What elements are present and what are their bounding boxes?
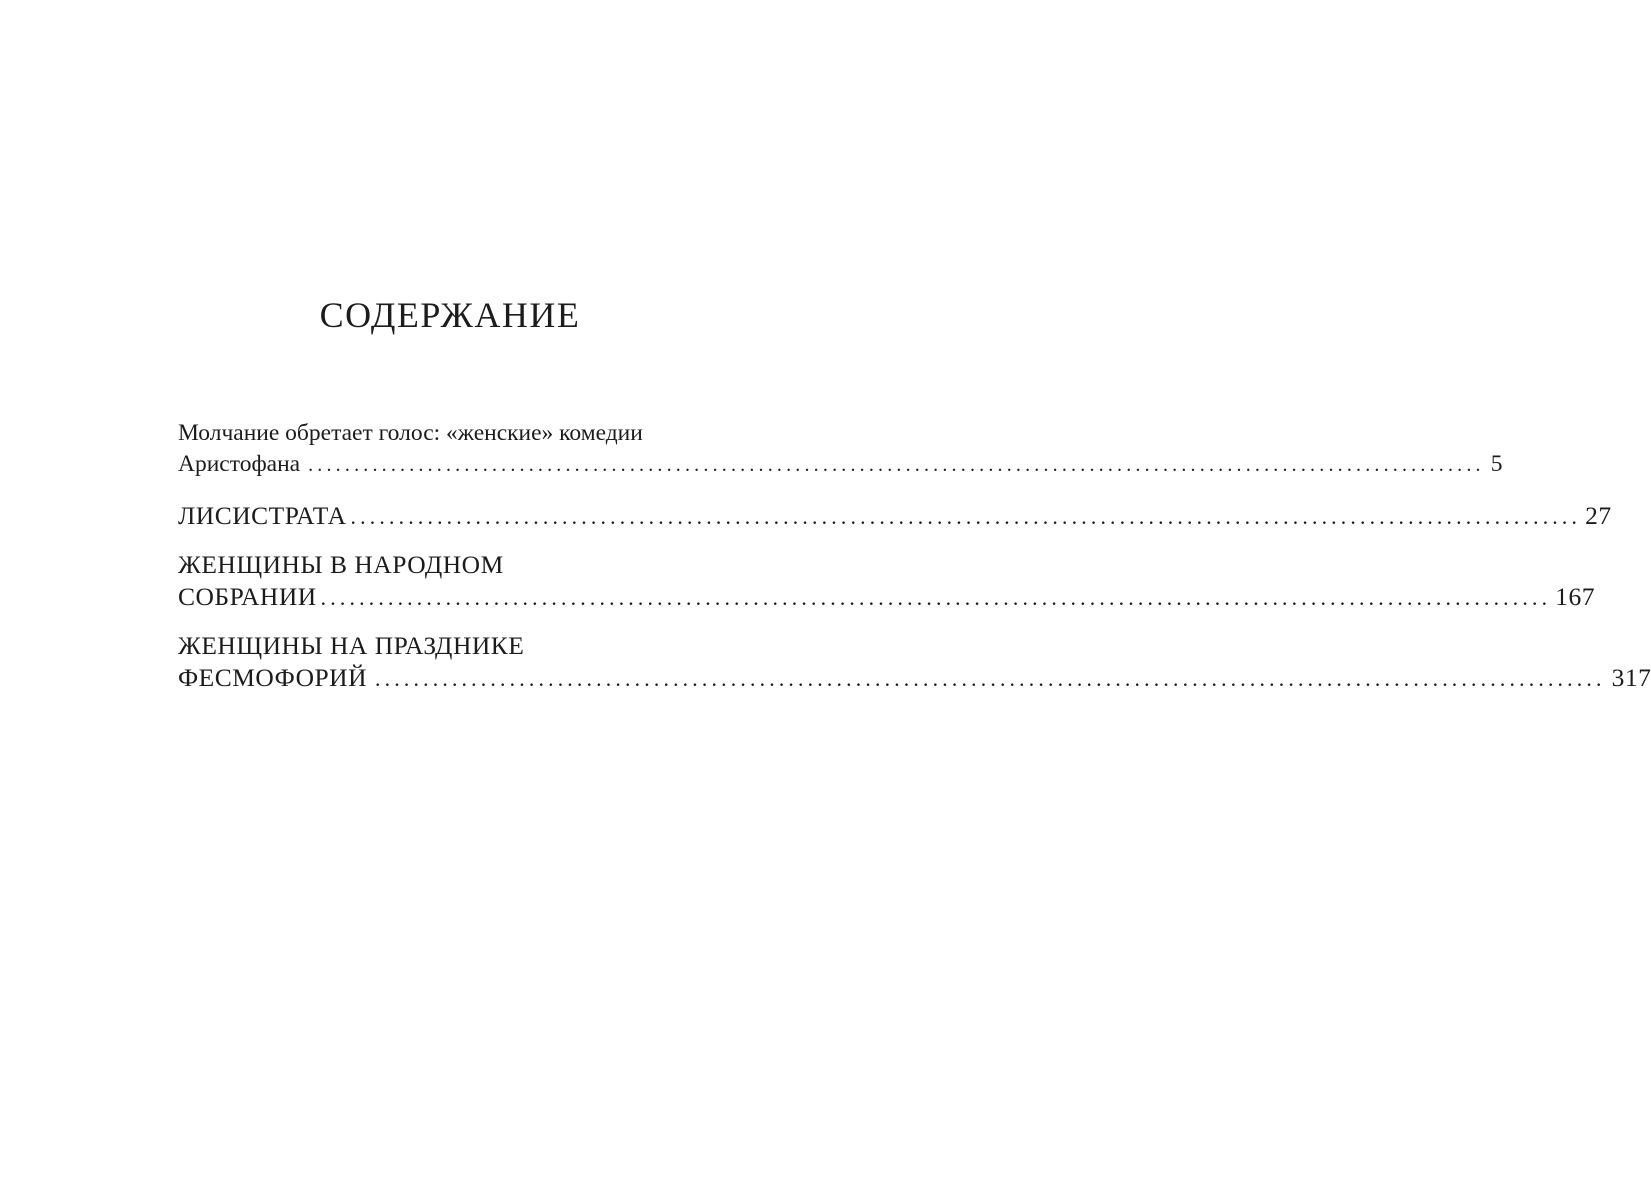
- toc-entry-thesmophoriazusae[interactable]: [178, 630, 1651, 695]
- toc-entry-title-line: [178, 500, 1612, 533]
- toc-entry-introduction[interactable]: [178, 418, 1503, 481]
- dot-leader: ................................................................................................................................: [320, 586, 1552, 610]
- toc-entry-title-line: [178, 449, 1503, 481]
- toc-entry-title-line: [178, 418, 734, 449]
- dot-leader: ................................................................................................................................: [308, 454, 1485, 476]
- toc-page-number: 167: [1555, 582, 1596, 611]
- toc-entry-title-line: [178, 662, 1651, 695]
- toc-page-number: 5: [1490, 451, 1503, 477]
- toc-entry-title: Молчание обретает голос: «женские» комедии: [178, 420, 643, 446]
- toc-entry-title: ЛИСИСТРАТА: [178, 501, 347, 530]
- toc-entry-title-line: [178, 581, 1596, 614]
- toc-entry-title: ЖЕНЩИНЫ НА ПРАЗДНИКЕ: [178, 631, 525, 660]
- toc-entry-title-continued: Аристофана: [178, 451, 301, 477]
- toc-page-number: 27: [1585, 501, 1612, 530]
- dot-leader: ................................................................................................................................: [350, 505, 1582, 529]
- dot-leader: ................................................................................................................................: [375, 667, 1606, 691]
- toc-page-number: 317: [1611, 663, 1651, 692]
- toc-entry-lysistrata[interactable]: [178, 500, 1612, 533]
- toc-entry-assemblywomen[interactable]: [178, 549, 1596, 614]
- toc-entry-title-continued: ФЕСМОФОРИЙ: [178, 663, 368, 692]
- toc-entry-title-line: [178, 549, 734, 581]
- table-of-contents: [178, 418, 1651, 695]
- toc-entry-title-continued: СОБРАНИИ: [178, 582, 317, 611]
- page-title: СОДЕРЖАНИЕ: [319, 295, 581, 335]
- toc-entry-title: ЖЕНЩИНЫ В НАРОДНОМ: [178, 550, 504, 579]
- toc-entry-title-line: [178, 630, 734, 662]
